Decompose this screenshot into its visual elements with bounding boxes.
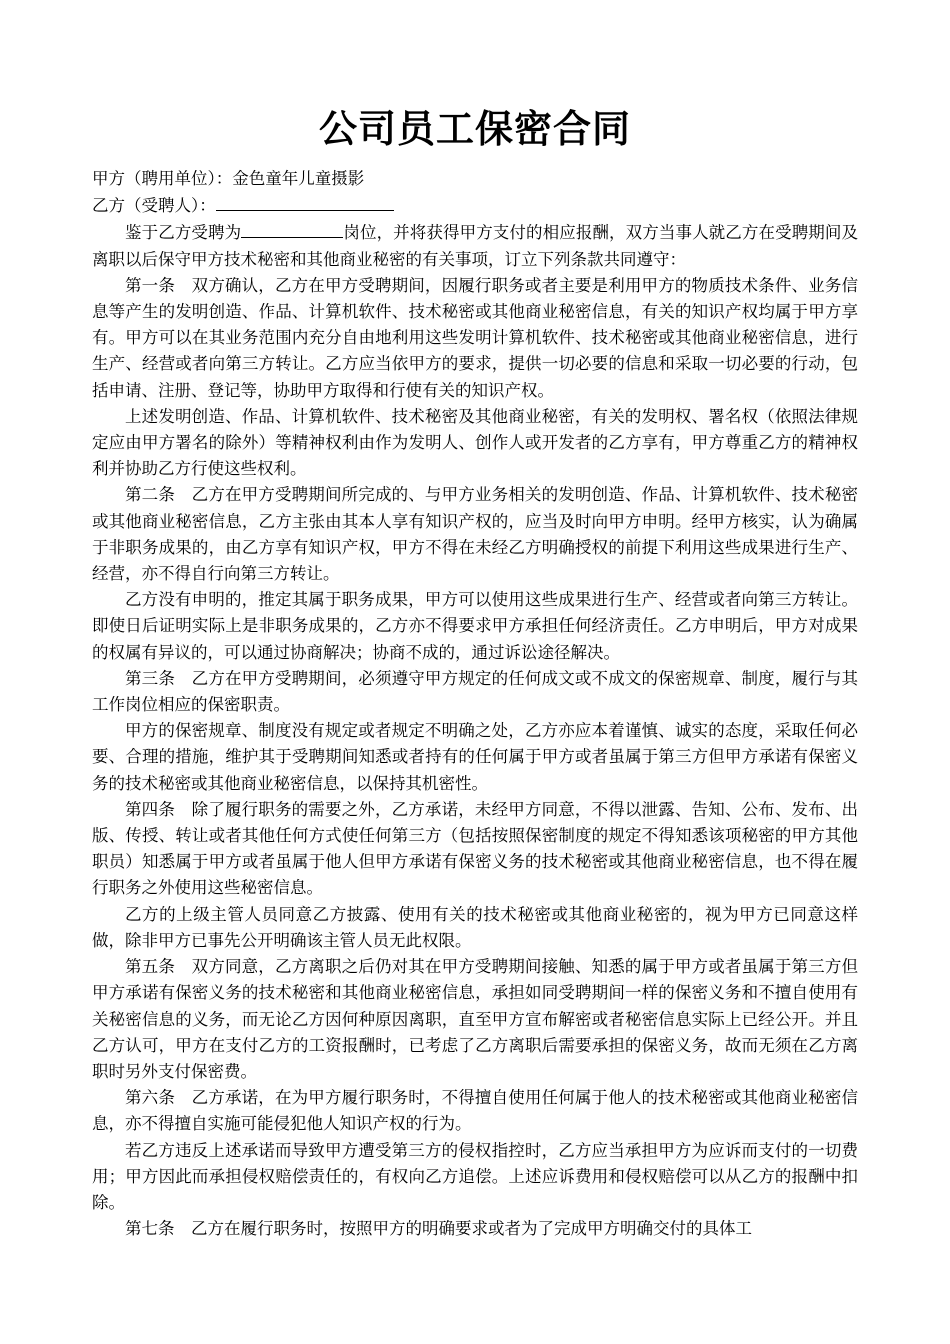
article-4: 第四条 除了履行职务的需要之外，乙方承诺，未经甲方同意，不得以泄露、告知、公布、发布、出版、传授、转让或者其他任何方式使任何第三方（包括按照保密制度的规定不得知悉该项秘密的甲方其他职员）知悉属于甲方或者虽属于他人但甲方承诺有保密义务的技术秘密或其他商业秘密信息，也不得在履行职务之外使用这些秘密信息。 <box>92 799 858 898</box>
article-2: 第二条 乙方在甲方受聘期间所完成的、与甲方业务相关的发明创造、作品、计算机软件、技术秘密或其他商业秘密信息，乙方主张由其本人享有知识产权的，应当及时向甲方申明。经甲方核实，认为确属于非职务成果的，由乙方享有知识产权，甲方不得在未经乙方明确授权的前提下利用这些成果进行生产、经营，亦不得自行向第三方转让。 <box>92 485 858 584</box>
intro-pre: 鉴于乙方受聘为 <box>125 223 242 243</box>
party-a-line: 甲方（聘用单位）：金色童年儿童摄影 <box>92 169 365 188</box>
document-title: 公司员工保密合同 <box>318 107 631 151</box>
article-3-supplement: 甲方的保密规章、制度没有规定或者规定不明确之处，乙方亦应本着谨慎、诚实的态度，采取任何必要、合理的措施，维护其于受聘期间知悉或者持有的任何属于甲方或者虽属于第三方但甲方承诺有保密义务的技术秘密或其他商业秘密信息，以保持其机密性。 <box>92 721 858 793</box>
contract-body <box>92 166 858 1242</box>
contract-page <box>92 104 858 1242</box>
article-3: 第三条 乙方在甲方受聘期间，必须遵守甲方规定的任何成文或不成文的保密规章、制度，履行与其工作岗位相应的保密职责。 <box>92 668 858 715</box>
position-blank <box>241 219 343 238</box>
party-b-name-blank <box>216 192 394 211</box>
article-1-supplement: 上述发明创造、作品、计算机软件、技术秘密及其他商业秘密，有关的发明权、署名权（依照法律规定应由甲方署名的除外）等精神权利由作为发明人、创作人或开发者的乙方享有，甲方尊重乙方的精神权利并协助乙方行使这些权利。 <box>92 406 858 479</box>
article-4-supplement: 乙方的上级主管人员同意乙方披露、使用有关的技术秘密或其他商业秘密的，视为甲方已同意这样做，除非甲方已事先公开明确该主管人员无此权限。 <box>92 904 858 950</box>
article-2-supplement: 乙方没有申明的，推定其属于职务成果，甲方可以使用这些成果进行生产、经营或者向第三方转让。即使日后证明实际上是非职务成果的，乙方亦不得要求甲方承担任何经济责任。乙方申明后，甲方对成果的权属有异议的，可以通过协商解决；协商不成的，通过诉讼途径解决。 <box>92 590 858 662</box>
article-1: 第一条 双方确认，乙方在甲方受聘期间，因履行职务或者主要是利用甲方的物质技术条件、业务信息等产生的发明创造、作品、计算机软件、技术秘密或其他商业秘密信息，有关的知识产权均属于甲方享有。甲方可以在其业务范围内充分自由地利用这些发明计算机软件、技术秘密或其他商业秘密信息，进行生产、经营或者向第三方转让。乙方应当依甲方的要求，提供一切必要的信息和采取一切必要的行动，包括申请、注册、登记等，协助甲方取得和行使有关的知识产权。 <box>92 275 858 400</box>
party-b-label: 乙方（受聘人）： <box>92 196 216 216</box>
intro-post: 岗位，并将获得甲方支付的相应报酬，双方当事人就乙方在受聘期间及离职以后保守甲方技术秘密和其他商业秘密的有关事项，订立下列条款共同遵守： <box>92 223 859 269</box>
article-6-supplement: 若乙方违反上述承诺而导致甲方遭受第三方的侵权指控时，乙方应当承担甲方为应诉而支付的一切费用；甲方因此而承担侵权赔偿责任的，有权向乙方追偿。上述应诉费用和侵权赔偿可以从乙方的报酬中扣除。 <box>92 1140 858 1212</box>
article-7: 第七条 乙方在履行职务时，按照甲方的明确要求或者为了完成甲方明确交付的具体工 <box>125 1219 752 1239</box>
article-6: 第六条 乙方承诺，在为甲方履行职务时，不得擅自使用任何属于他人的技术秘密或其他商业秘密信息，亦不得擅自实施可能侵犯他人知识产权的行为。 <box>92 1088 858 1134</box>
party-b-line <box>92 192 858 219</box>
intro-paragraph <box>92 219 858 272</box>
article-5: 第五条 双方同意，乙方离职之后仍对其在甲方受聘期间接触、知悉的属于甲方或者虽属于第三方但甲方承诺有保密义务的技术秘密和其他商业秘密信息，承担如同受聘期间一样的保密义务和不擅自使用有关秘密信息的义务，而无论乙方因何种原因离职，直至甲方宣布解密或者秘密信息实际上已经公开。并且乙方认可，甲方在支付乙方的工资报酬时，已考虑了乙方离职后需要承担的保密义务，故而无须在乙方离职时另外支付保密费。 <box>92 957 858 1081</box>
